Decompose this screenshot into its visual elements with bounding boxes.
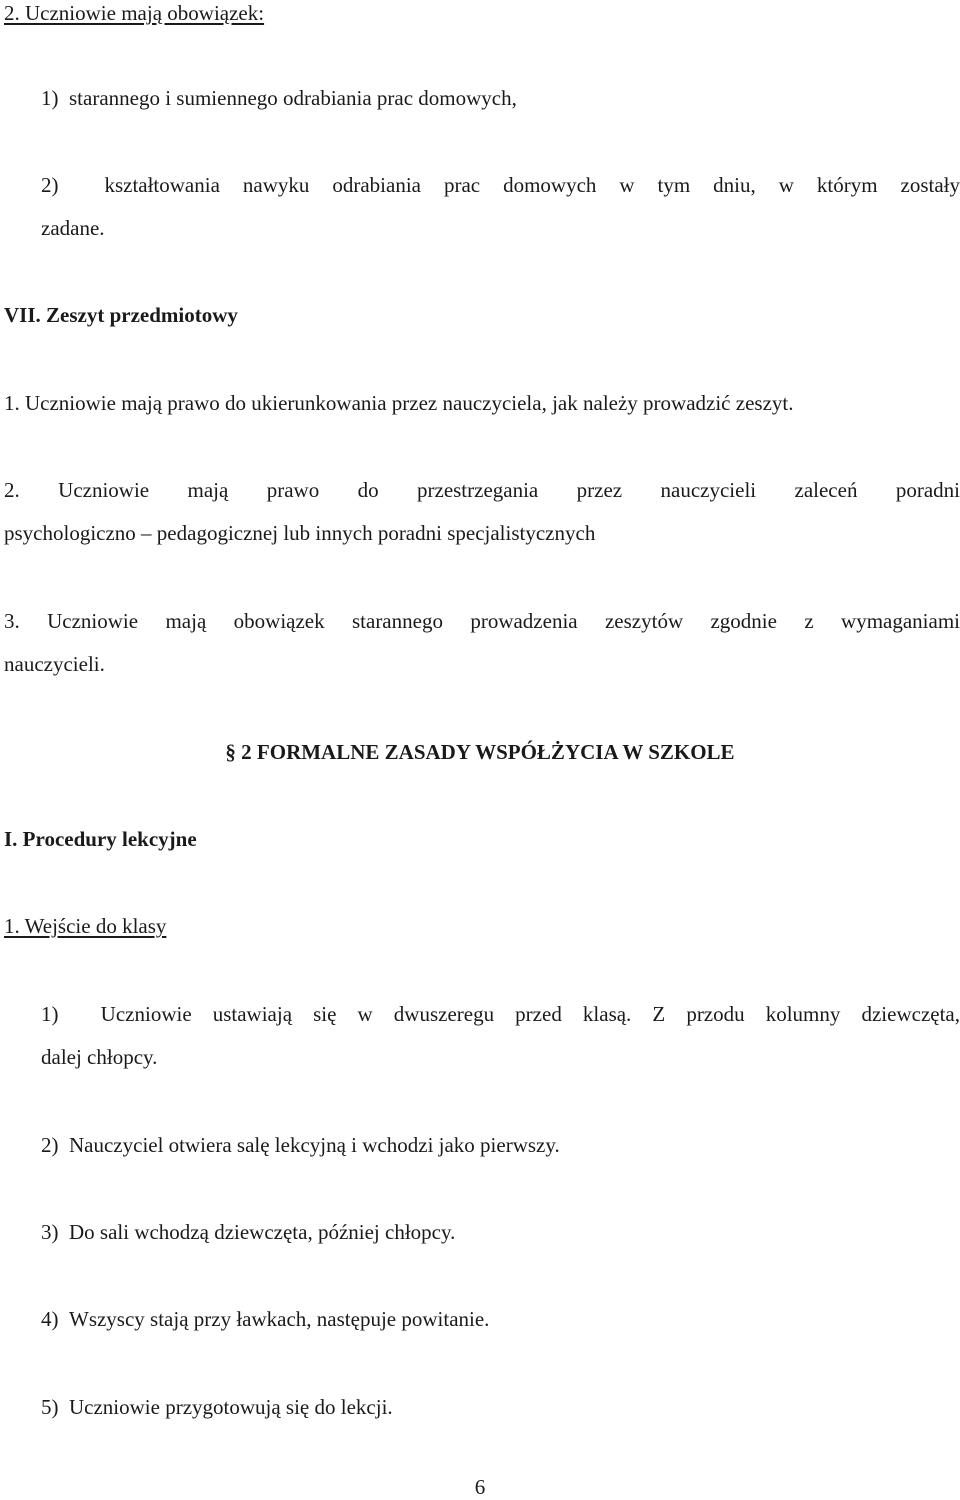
homework-obligation-item-2-line-1: 2) kształtowania nawyku odrabiania prac domowych w tym dniu, w którym zostały <box>41 173 960 197</box>
notebook-section-heading: VII. Zeszyt przedmiotowy <box>4 303 238 327</box>
entering-class-heading: 1. Wejście do klasy <box>4 914 167 938</box>
notebook-rule-3-line-2: nauczycieli. <box>4 652 105 676</box>
homework-obligations-heading: 2. Uczniowie mają obowiązek: <box>4 1 265 25</box>
homework-obligation-item-1: 1) starannego i sumiennego odrabiania prac domowych, <box>41 86 517 110</box>
notebook-rule-2-line-1: 2. Uczniowie mają prawo do przestrzegania przez nauczycieli zaleceń poradni <box>4 478 960 502</box>
lesson-procedures-heading: I. Procedury lekcyjne <box>4 827 197 851</box>
school-rules-section-title: § 2 FORMALNE ZASADY WSPÓŁŻYCIA W SZKOLE <box>225 740 735 764</box>
entering-class-item-3: 3) Do sali wchodzą dziewczęta, później chłopcy. <box>41 1220 456 1244</box>
entering-class-item-2: 2) Nauczyciel otwiera salę lekcyjną i wchodzi jako pierwszy. <box>41 1133 560 1157</box>
page-number: 6 <box>474 1475 486 1499</box>
notebook-rule-3-line-1: 3. Uczniowie mają obowiązek starannego prowadzenia zeszytów zgodnie z wymaganiami <box>4 609 960 633</box>
entering-class-item-4: 4) Wszyscy stają przy ławkach, następuje powitanie. <box>41 1307 490 1331</box>
notebook-rule-1: 1. Uczniowie mają prawo do ukierunkowania przez nauczyciela, jak należy prowadzić zeszyt. <box>4 391 794 415</box>
entering-class-item-5: 5) Uczniowie przygotowują się do lekcji. <box>41 1395 393 1419</box>
homework-obligation-item-2-line-2: zadane. <box>41 216 105 240</box>
entering-class-item-1-line-2: dalej chłopcy. <box>41 1045 158 1069</box>
entering-class-item-1-line-1: 1) Uczniowie ustawiają się w dwuszeregu przed klasą. Z przodu kolumny dziewczęta, <box>41 1002 960 1026</box>
notebook-rule-2-line-2: psychologiczno – pedagogicznej lub innych poradni specjalistycznych <box>4 521 596 545</box>
